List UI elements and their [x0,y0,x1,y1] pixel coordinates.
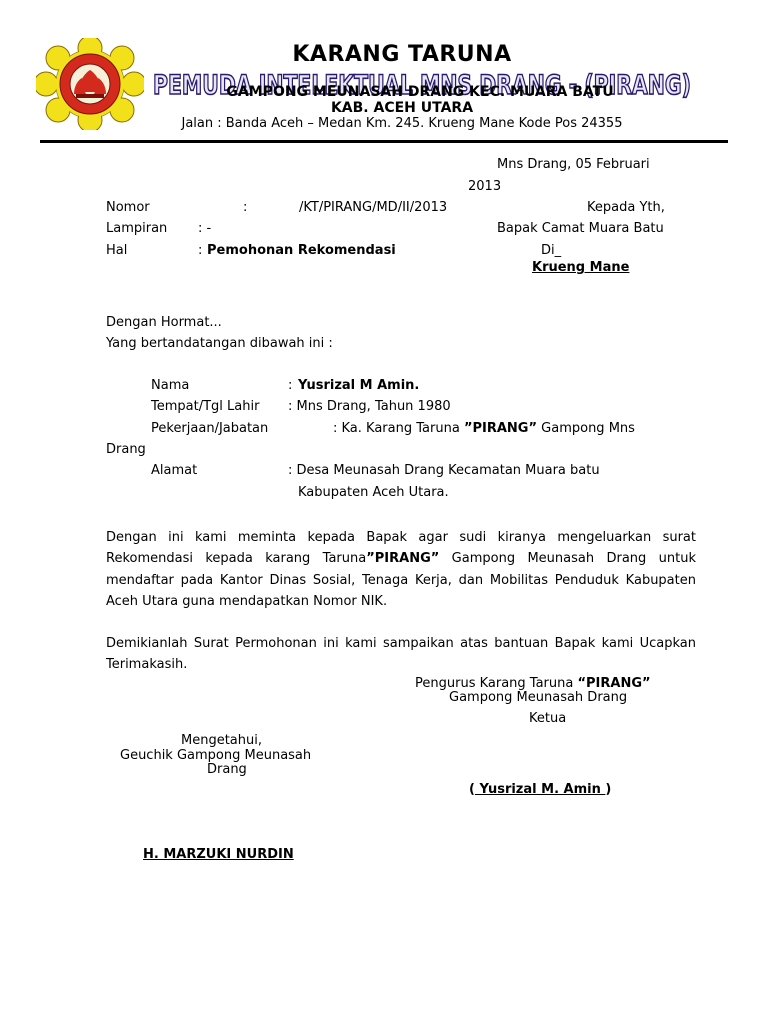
alamat-value: : Desa Meunasah Drang Kecamatan Muara batu [288,463,600,478]
header-address: Jalan : Banda Aceh – Medan Km. 245. Krueng Mane Kode Pos 24355 [181,116,623,131]
sign-org-bold: “PIRANG” [577,676,651,691]
job-label: Pekerjaan/Jabatan [151,421,269,436]
geuchik-line-1: Geuchik Gampong Meunasah [120,748,312,763]
di-label: Di_ [541,243,562,258]
org-name: KARANG TARUNA [292,42,512,67]
job-value-bold: ”PIRANG” [463,421,538,436]
body1-pre: Dengan ini kami meminta kepada Bapak agar sudi kiranya mengeluarkan surat Rekomendasi kepada karang Taruna [106,530,696,567]
date-line-2: 2013 [468,179,502,194]
sign-name-close: ) [605,782,612,797]
job-wrap: Drang [106,442,146,457]
recipient-place: Krueng Mane [532,260,630,275]
job-value-pre: : Ka. Karang Taruna [333,421,460,436]
wordart-title-text: PEMUDA INTELEKTUAL MNS DRANG - (PIRANG) [153,70,691,101]
header-divider [40,140,728,143]
geuchik-name: H. MARZUKI NURDIN [143,847,294,862]
body1-bold: ”PIRANG” [366,551,440,567]
geuchik-line-2: Drang [207,762,247,777]
job-value [333,421,635,437]
hal-label: Hal [106,243,128,258]
alamat-label: Alamat [151,463,198,478]
sign-name-line [469,782,611,798]
gampong-heading: GAMPONG MEUNASAH DRANG KEC. MUARA BATU [226,84,614,100]
kabupaten-heading: KAB. ACEH UTARA [330,100,474,116]
body-paragraph-1 [106,527,696,612]
mengetahui: Mengetahui, [181,733,262,748]
ttl-label: Tempat/Tgl Lahir [151,399,260,414]
kepada-yth: Kepada Yth, [587,200,665,215]
greeting: Dengan Hormat... [106,315,222,330]
nomor-colon: : [243,200,248,215]
intro: Yang bertandatangan dibawah ini : [106,336,333,351]
sign-gampong: Gampong Meunasah Drang [449,690,628,705]
sign-role: Ketua [529,711,567,726]
date-line-1: Mns Drang, 05 Februari [497,157,650,172]
ttl-value: : Mns Drang, Tahun 1980 [288,399,451,414]
sign-name-open: ( [469,782,475,797]
hal-colon: : [198,243,203,258]
nomor-label: Nomor [106,200,150,215]
lampiran-value: : - [198,221,212,236]
nomor-value: /KT/PIRANG/MD/II/2013 [299,200,448,215]
hal-value: Pemohonan Rekomendasi [207,243,396,258]
recipient: Bapak Camat Muara Batu [497,221,664,236]
job-value-post: Gampong Mns [541,421,635,436]
body-paragraph-2: Demikianlah Surat Permohonan ini kami sampaikan atas bantuan Bapak kami Ucapkan Terimakasih. [106,636,696,673]
body1-post: Gampong Meunasah Drang untuk mendaftar pada Kantor Dinas Sosial, Tenaga Kerja, dan Mobilitas Penduduk Kabupaten Aceh Utara guna mendapatkan Nomor NIK. [106,551,696,609]
nama-colon: : [288,378,293,393]
lampiran-label: Lampiran [106,221,168,236]
nama-value: Yusrizal M Amin. [298,378,420,393]
nama-label: Nama [151,378,190,393]
sign-name: Yusrizal M. Amin [474,782,606,797]
alamat-wrap: Kabupaten Aceh Utara. [298,485,449,500]
sign-org-pre: Pengurus Karang Taruna [415,676,574,691]
